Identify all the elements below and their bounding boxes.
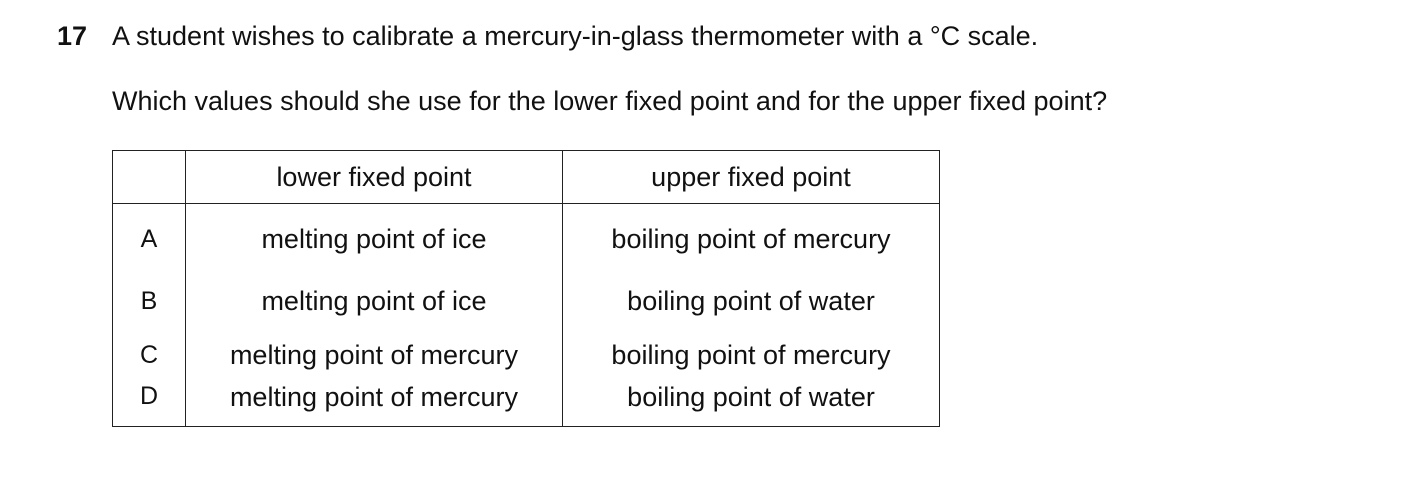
question-prompt: Which values should she use for the lower fixed point and for the upper fixed point? xyxy=(112,86,1108,116)
option-upper: boiling point of water xyxy=(563,274,940,328)
option-upper: boiling point of water xyxy=(563,382,940,427)
option-lower: melting point of ice xyxy=(186,204,563,275)
option-letter: A xyxy=(113,204,186,275)
option-lower: melting point of mercury xyxy=(186,328,563,382)
question-stem: A student wishes to calibrate a mercury-in-glass thermometer with a °C scale. xyxy=(112,21,1039,51)
table-header-row xyxy=(113,151,940,204)
header-letter-cell xyxy=(113,151,186,204)
option-row-c xyxy=(113,328,940,382)
option-row-a xyxy=(113,204,940,275)
option-lower: melting point of ice xyxy=(186,274,563,328)
option-row-b xyxy=(113,274,940,328)
option-lower: melting point of mercury xyxy=(186,382,563,427)
option-letter: C xyxy=(113,328,186,382)
header-lower-fixed-point: lower fixed point xyxy=(186,151,563,204)
option-row-d xyxy=(113,382,940,427)
question-number: 17 xyxy=(57,21,88,51)
option-upper: boiling point of mercury xyxy=(563,328,940,382)
header-upper-fixed-point: upper fixed point xyxy=(563,151,940,204)
answer-options-table xyxy=(112,150,940,427)
option-letter: D xyxy=(113,382,186,427)
option-upper: boiling point of mercury xyxy=(563,204,940,275)
option-letter: B xyxy=(113,274,186,328)
